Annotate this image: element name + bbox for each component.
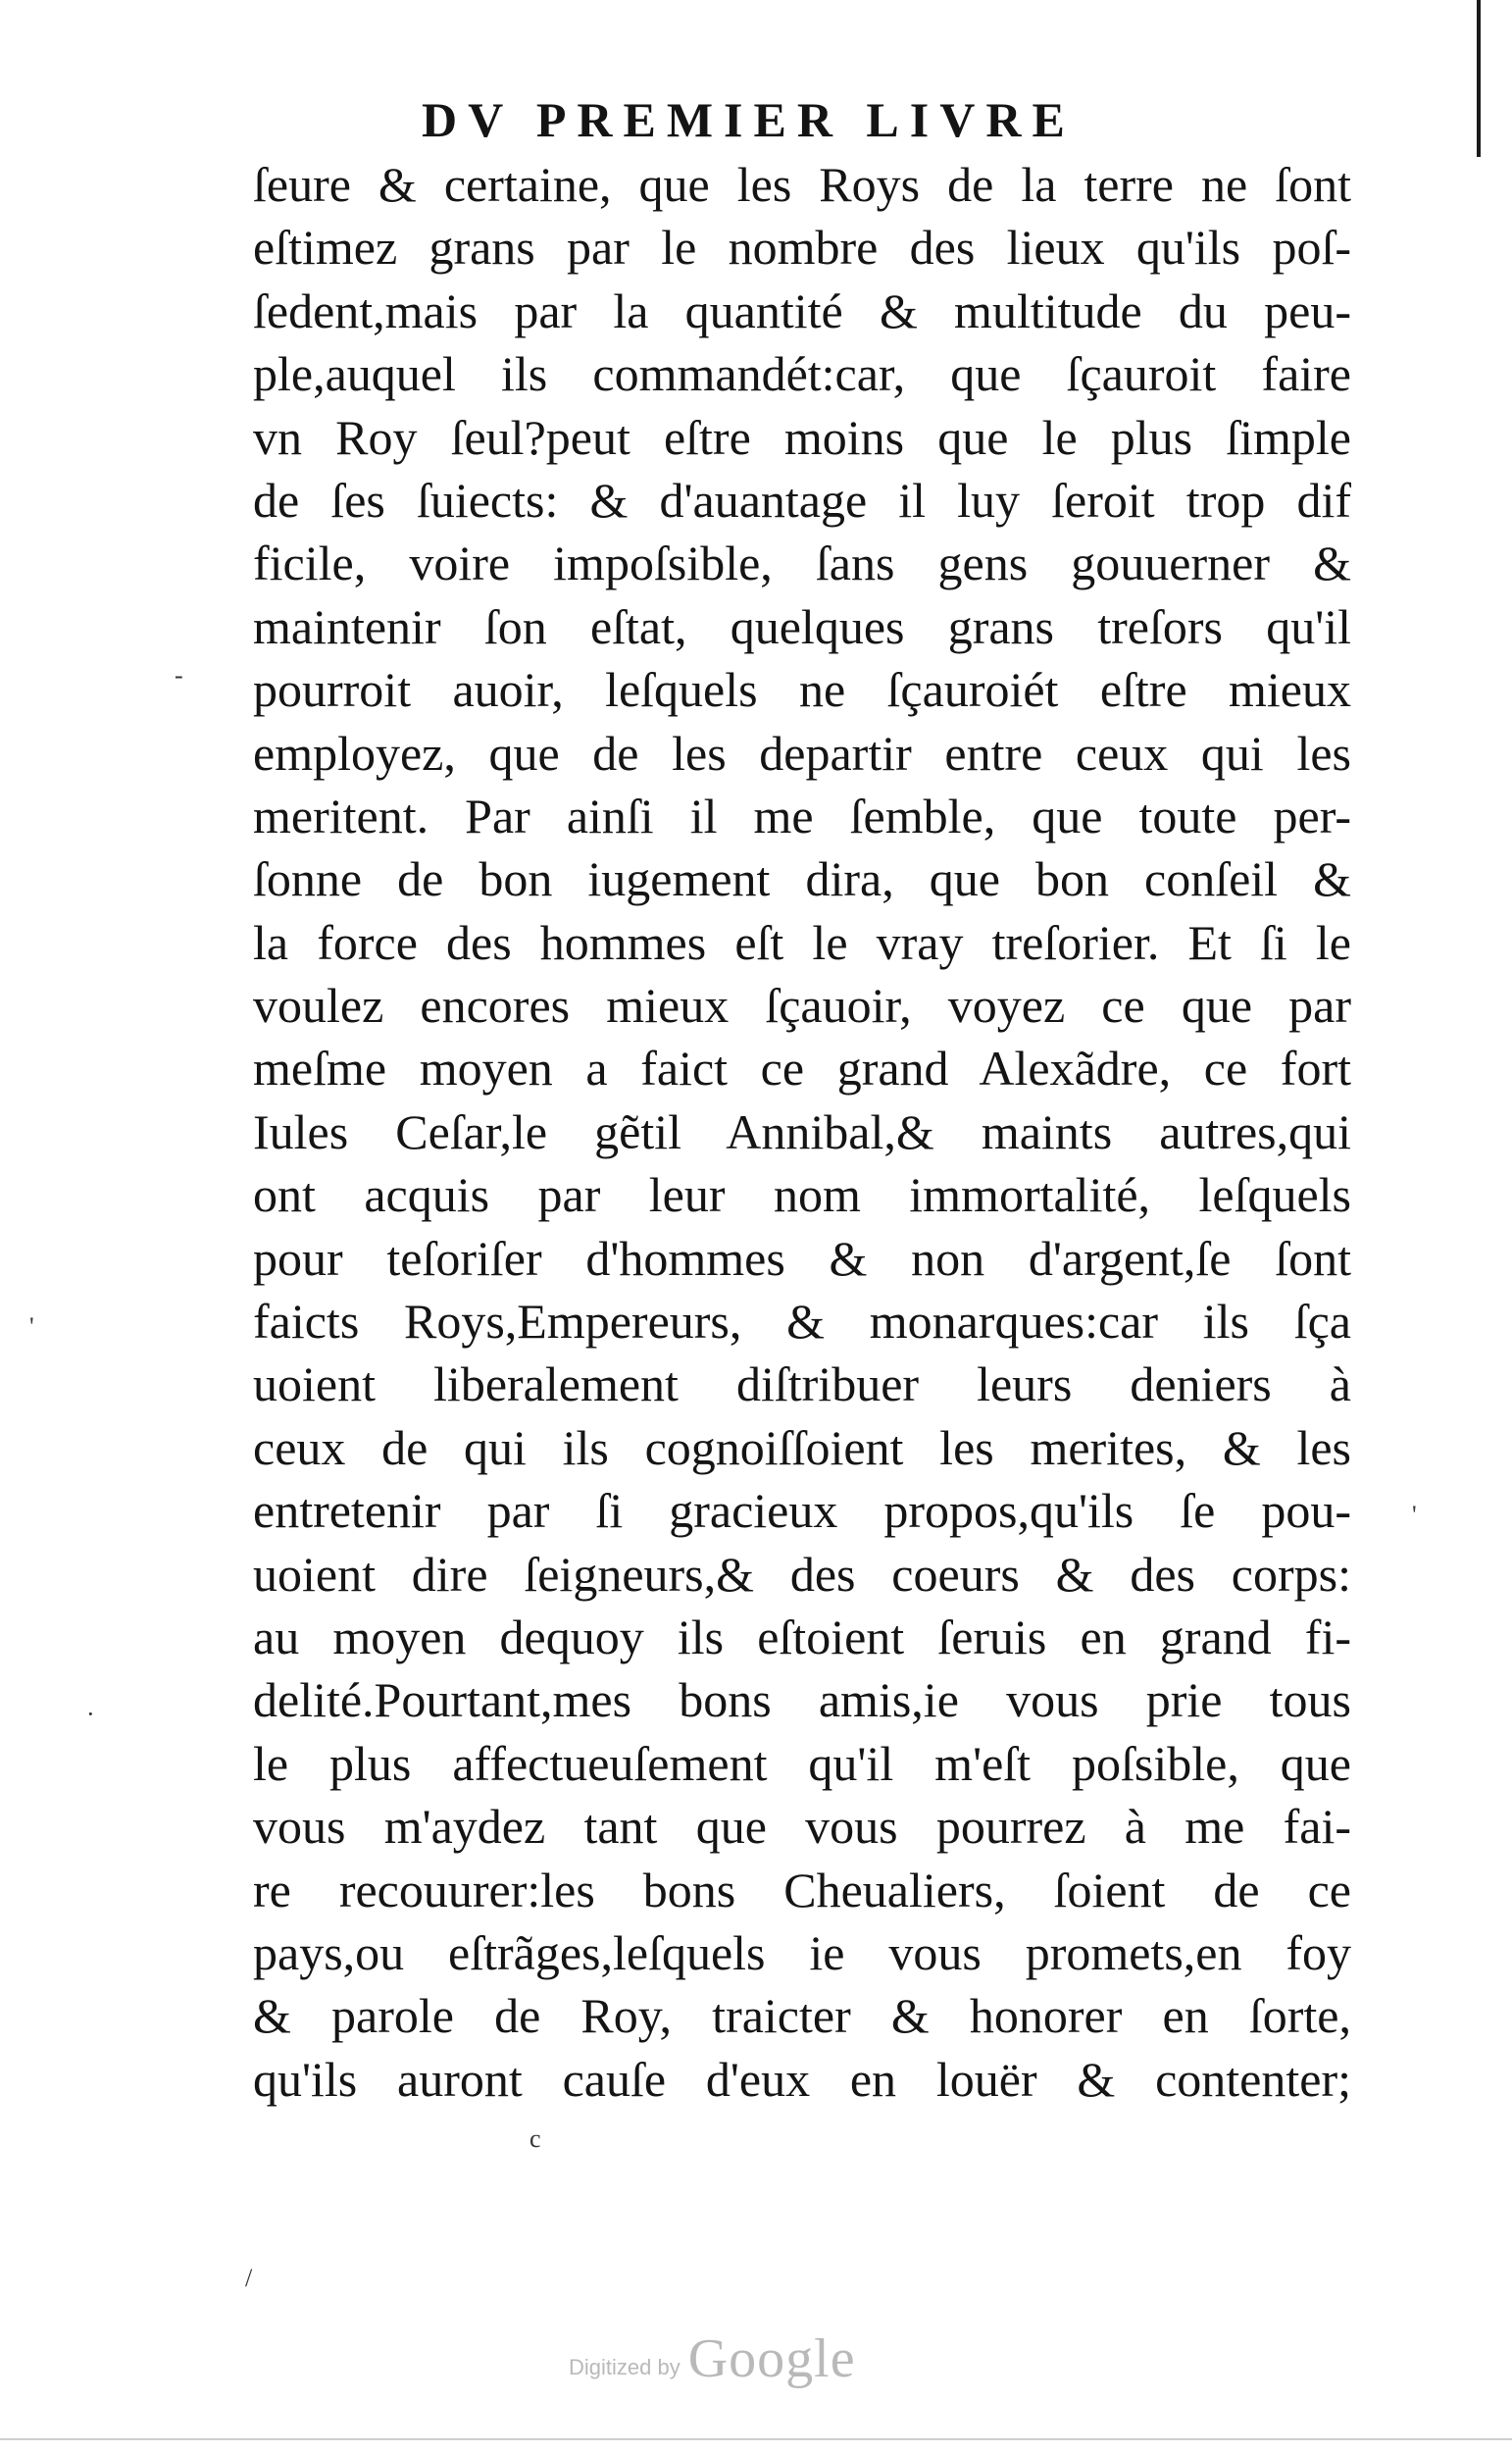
text-line: voulez encores mieux ſçauoir, voyez ce que par xyxy=(253,978,1351,1034)
text-line: ſedent,mais par la quantité & multitude du peu- xyxy=(253,282,1351,338)
digitization-watermark xyxy=(569,2329,941,2388)
scan-bottom-edge xyxy=(0,2438,1512,2440)
text-line: le plus affectueuſement qu'il m'eſt poſsible, que xyxy=(253,1735,1351,1791)
text-line: delité.Pourtant,mes bons amis,ie vous prie tous xyxy=(253,1672,1351,1728)
text-line: ſeure & certaine, que les Roys de la terre ne ſont xyxy=(253,157,1351,212)
text-line: uoient liberalement diſtribuer leurs deniers à xyxy=(253,1356,1351,1412)
text-line: re recouurer:les bons Cheualiers, ſoient de ce xyxy=(253,1862,1351,1917)
text-line: eſtimez grans par le nombre des lieux qu'ils poſ- xyxy=(253,220,1351,276)
text-line: & parole de Roy, traicter & honorer en ſorte, xyxy=(253,1988,1351,2044)
text-line: de ſes ſuiects: & d'auantage il luy ſeroit trop dif xyxy=(253,472,1351,528)
text-line: pour teſoriſer d'hommes & non d'argent,ſe ſont xyxy=(253,1230,1351,1286)
margin-speck: - xyxy=(175,661,183,690)
text-line: pays,ou eſtrãges,leſquels ie vous promets,en foy xyxy=(253,1924,1351,1980)
text-line: faicts Roys,Empereurs, & monarques:car ils ſça xyxy=(253,1294,1351,1350)
margin-speck: ' xyxy=(29,1312,34,1341)
text-line: meſme moyen a faict ce grand Alexãdre, ce fort xyxy=(253,1041,1351,1097)
text-line: ceux de qui ils cognoiſſoient les merites, & les xyxy=(253,1419,1351,1475)
google-logo: Google xyxy=(687,2328,856,2389)
text-line: employez, que de les departir entre ceux qui les xyxy=(253,725,1351,781)
text-line: ple,auquel ils commandét:car, que ſçauroit faire xyxy=(253,346,1351,402)
text-line: ſonne de bon iugement dira, que bon conſeil & xyxy=(253,851,1351,907)
text-line: la force des hommes eſt le vray treſorier. Et ſi le xyxy=(253,914,1351,970)
text-line: uoient dire ſeigneurs,& des coeurs & des corps: xyxy=(253,1546,1351,1602)
page-edge-rule xyxy=(1477,0,1481,157)
text-line: ficile, voire impoſsible, ſans gens gouuerner & xyxy=(253,536,1351,591)
text-line: vn Roy ſeul?peut eſtre moins que le plus ſimple xyxy=(253,409,1351,465)
margin-speck: / xyxy=(245,2264,253,2292)
text-line: vous m'aydez tant que vous pourrez à me fai- xyxy=(253,1799,1351,1855)
body-text xyxy=(253,153,1351,2111)
text-line: ont acquis par leur nom immortalité, leſquels xyxy=(253,1167,1351,1223)
text-line: pourroit auoir, leſquels ne ſçauroiét eſtre mieux xyxy=(253,662,1351,718)
running-head: DV PREMIER LIVRE xyxy=(422,92,1076,147)
margin-speck: c xyxy=(529,2124,541,2153)
text-line: qu'ils auront cauſe d'eux en louër & contenter; xyxy=(253,2051,1351,2107)
text-line: maintenir ſon eſtat, quelques grans treſors qu'il xyxy=(253,598,1351,654)
text-line: entretenir par ſi gracieux propos,qu'ils ſe pou- xyxy=(253,1483,1351,1539)
margin-speck: · xyxy=(86,1700,95,1728)
text-line: meritent. Par ainſi il me ſemble, que toute per- xyxy=(253,788,1351,843)
margin-speck: ' xyxy=(1412,1501,1417,1529)
text-line: Iules Ceſar,le gẽtil Annibal,& maints autres,qui xyxy=(253,1103,1351,1159)
digitized-label: Digitized by xyxy=(569,2355,680,2379)
text-line: au moyen dequoy ils eſtoient ſeruis en grand fi- xyxy=(253,1609,1351,1664)
